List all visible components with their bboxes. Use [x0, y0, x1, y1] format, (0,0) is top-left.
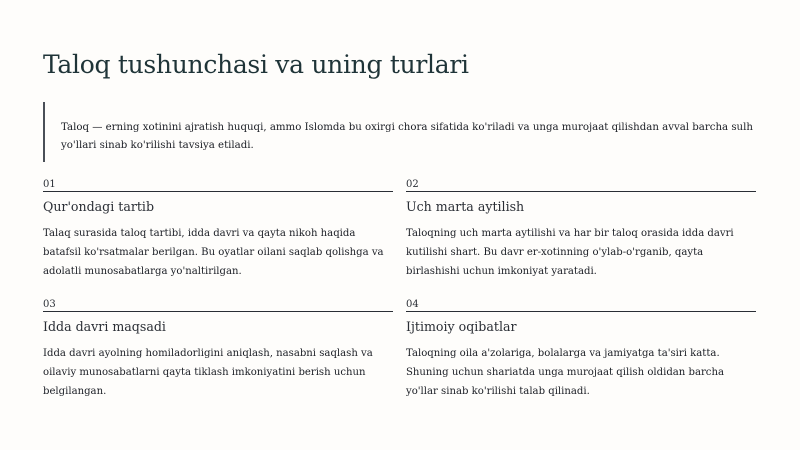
card-number: 02	[406, 179, 419, 190]
card-heading: Ijtimoiy oqibatlar	[406, 319, 517, 334]
card-divider	[43, 191, 393, 192]
intro-quote-text: Taloq — erning xotinini ajratish huquqi, ammo Islomda bu oxirgi chora sifatida ko'riladi va unga murojaat qilishdan avval barcha sulh yo'llari sinab ko'rilishi tavsiya etiladi.	[61, 122, 753, 151]
card-number: 03	[43, 299, 56, 310]
card-heading: Qur'ondagi tartib	[43, 199, 155, 214]
card-divider	[43, 311, 393, 312]
card-body: Taloqning uch marta aytilishi va har bir taloq orasida idda davri kutilishi shart. Bu davr er-xotinning o'ylab-o'rganib, qayta birlashishi uchun imkoniyat yaratadi.	[406, 228, 734, 277]
card-body: Talaq surasida taloq tartibi, idda davri va qayta nikoh haqida batafsil ko'rsatmalar berilgan. Bu oyatlar oilani saqlab qolishga va adolatli munosabatlarga yo'naltirilgan.	[43, 228, 384, 277]
intro-quote	[43, 102, 758, 162]
page-title: Taloq tushunchasi va uning turlari	[43, 50, 469, 79]
card-body: Idda davri ayolning homiladorligini aniqlash, nasabni saqlash va oilaviy munosabatlarni qayta tiklash imkoniyatini berish uchun belgilangan.	[43, 348, 373, 397]
card-divider	[406, 311, 756, 312]
card-number: 04	[406, 299, 419, 310]
card-number: 01	[43, 179, 56, 190]
card-body: Taloqning oila a'zolariga, bolalarga va jamiyatga ta'siri katta. Shuning uchun shariatda unga murojaat qilish oldidan barcha yo'llar sinab ko'rilishi talab qilinadi.	[406, 348, 724, 397]
card-heading: Idda davri maqsadi	[43, 319, 166, 334]
card-heading: Uch marta aytilish	[406, 199, 525, 214]
card-divider	[406, 191, 756, 192]
